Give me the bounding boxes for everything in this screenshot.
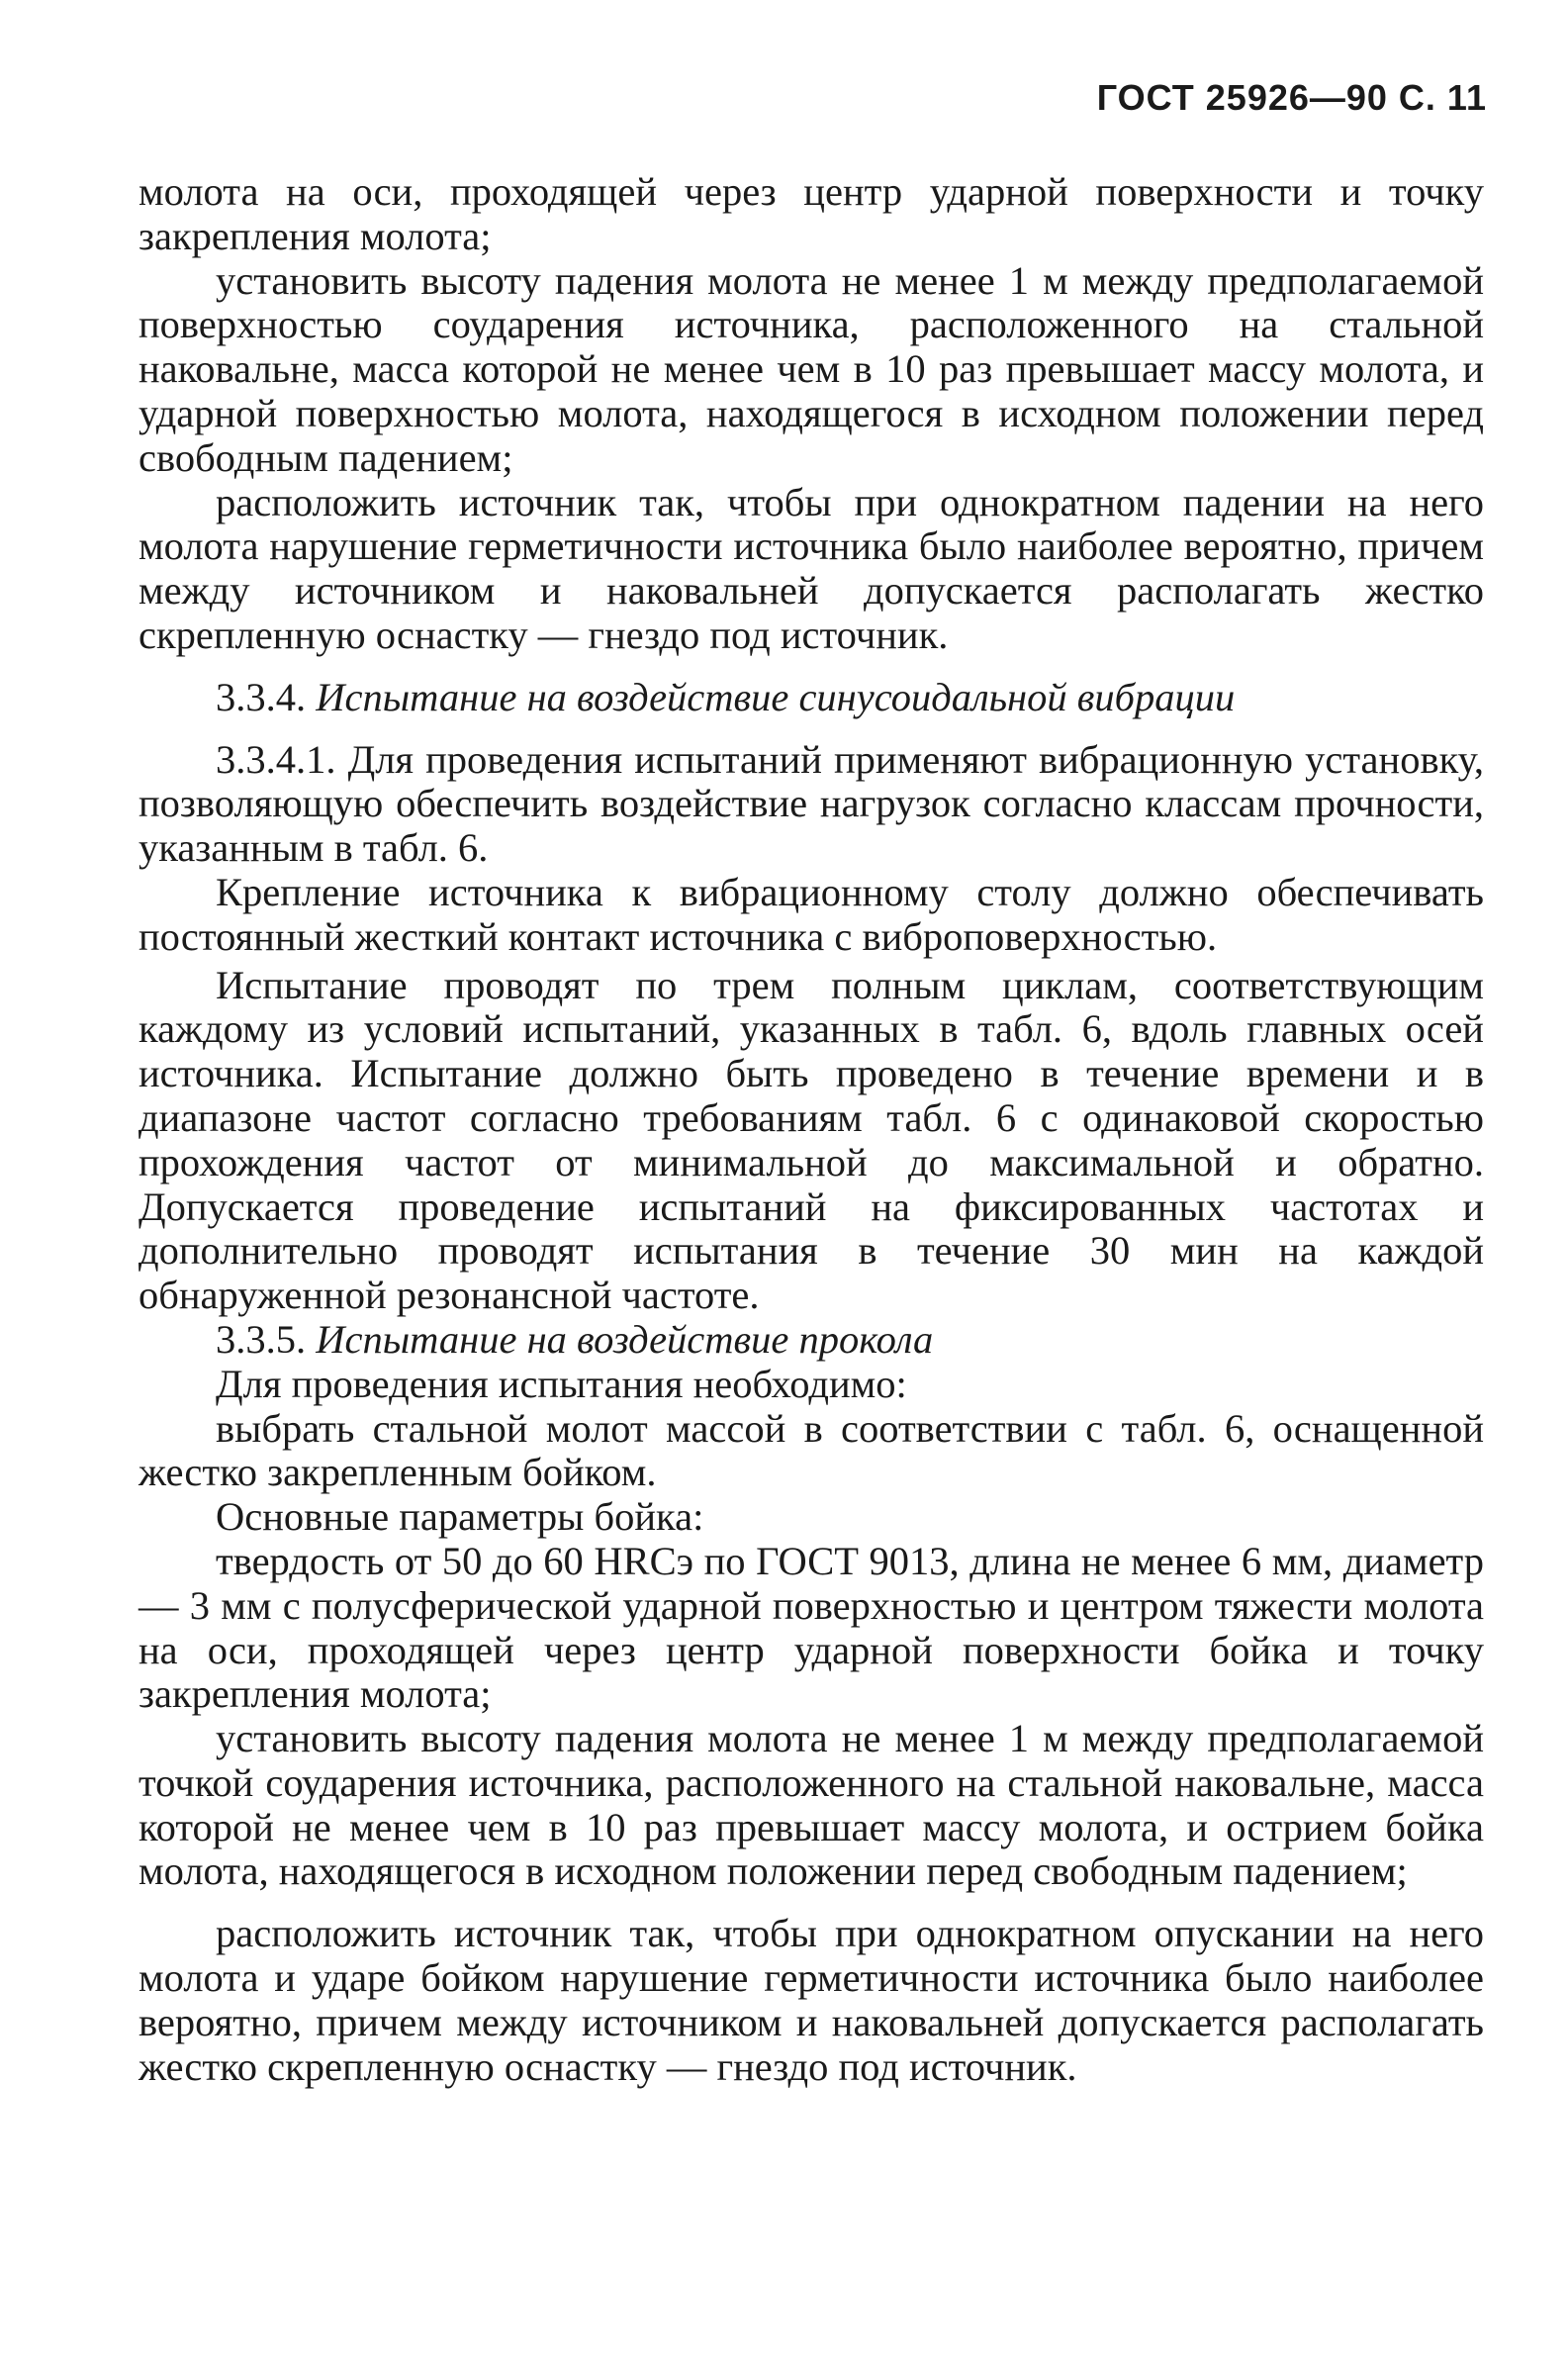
paragraph: установить высоту падения молота не менее 1 м между предполагаемой поверхностью соударения источника, расположенного на стальной наковальне, масса которой не менее чем в 10 раз превышает массу молота, и ударной поверхностью молота, находящегося в исходном положении перед свободным падением; [138,257,1484,480]
paragraph: 3.3.4.1. Для проведения испытаний применяют вибрационную установку, позволяющую обеспечить воздействие нагрузок согласно классам прочности, указанным в табл. 6. [138,736,1484,871]
paragraph: Испытание проводят по трем полным циклам, соответствующим каждому из условий испытаний, указанных в табл. 6, вдоль главных осей источника. Испытание должно быть проведено в течение времени и в диапазоне частот согласно требованиям табл. 6 с одинаковой скоростью прохождения частот от минимальной до максимальной и обратно. Допускается проведение испытаний на фиксированных частотах и дополнительно проводят испытания в течение 30 мин на каждой обнаруженной резонансной частоте. [138,962,1484,1318]
section-title: Испытание на воздействие синусоидальной вибрации [316,674,1236,719]
section-heading-3-3-4 [138,676,1484,720]
page-header: ГОСТ 25926—90 С. 11 [1096,77,1487,118]
paragraph: выбрать стальной молот массой в соответствии с табл. 6, оснащенной жестко закрепленным бойком. [138,1405,1484,1495]
paragraph: расположить источник так, чтобы при однократном опускании на него молота и ударе бойком нарушение герметичности источника было наиболее вероятно, причем между источником и наковальней допускается располагать жестко скрепленную оснастку — гнездо под источник. [138,1911,1484,2089]
paragraph: твердость от 50 до 60 HRCэ по ГОСТ 9013, длина не менее 6 мм, диаметр — 3 мм с полусферической ударной поверхностью и центром тяжести молота на оси, проходящей через центр ударной поверхности бойка и точку закрепления молота; [138,1538,1484,1717]
paragraph: Для проведения испытания необходимо: [216,1361,907,1406]
paragraph: расположить источник так, чтобы при однократном падении на него молота нарушение герметичности источника было наиболее вероятно, причем между источником и наковальней допускается располагать жестко скрепленную оснастку — гнездо под источник. [138,479,1484,657]
section-heading-3-3-5 [138,1318,1484,1363]
section-number: 3.3.4. [216,674,307,719]
paragraph: Крепление источника к вибрационному столу должно обеспечивать постоянный жесткий контакт источника с виброповерхностью. [138,869,1484,959]
paragraph: молота на оси, проходящей через центр ударной поверхности и точку закрепления молота; [138,169,1484,258]
paragraph: установить высоту падения молота не менее 1 м между предполагаемой точкой соударения источника, расположенного на стальной наковальне, масса которой не менее чем в 10 раз превышает массу молота, и острием бойка молота, находящегося в исходном положении перед свободным падением; [138,1716,1484,1894]
section-title: Испытание на воздействие прокола [316,1316,934,1362]
page-body [138,170,1484,2089]
paragraph: Основные параметры бойка: [216,1494,704,1540]
section-number: 3.3.5. [216,1316,307,1362]
